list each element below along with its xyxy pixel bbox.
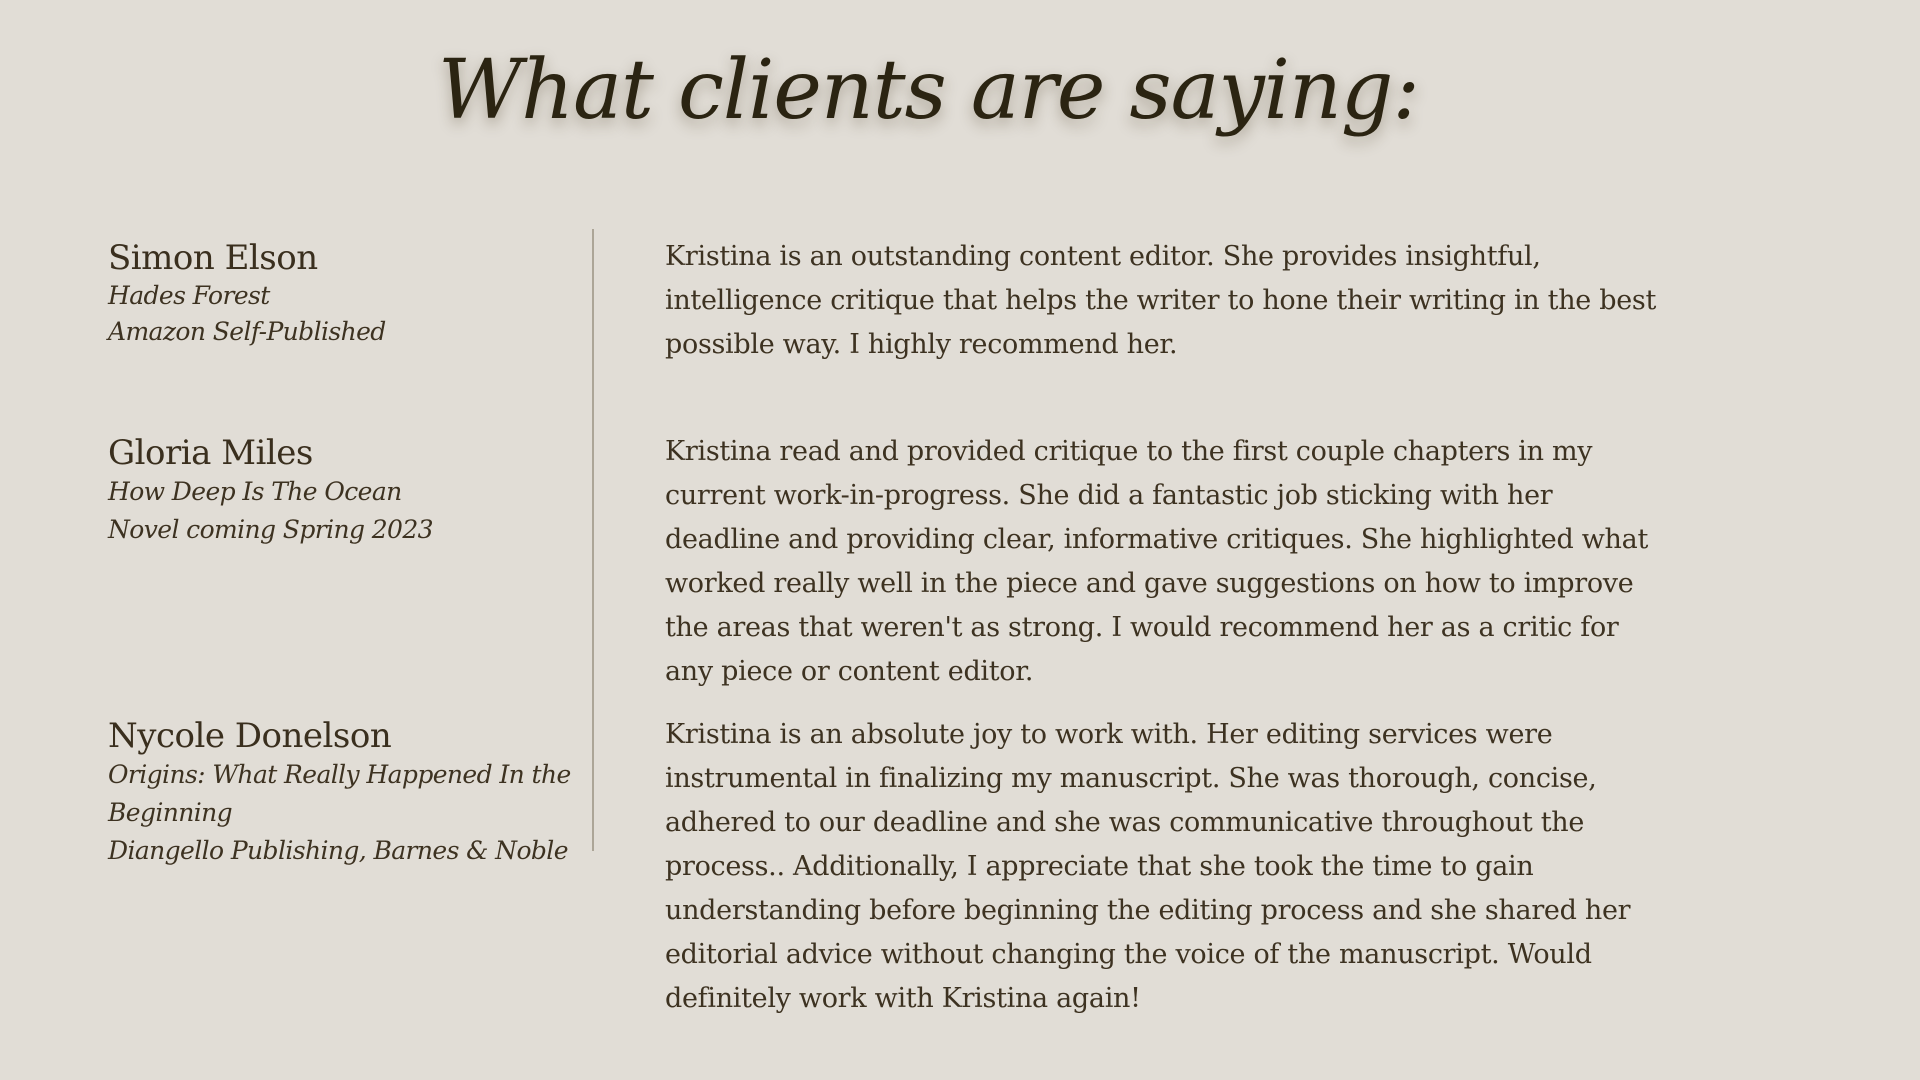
testimonial-quote: Kristina is an absolute joy to work with. Her editing services were instrumental in finalizing my manuscript. She was thorough, concise, adhered to our deadline and she was communicative throughout the process.. Additionally, I appreciate that she took the time to gain understanding before beginning the editing process and she shared her editorial advice without changing the voice of the manuscript. Would definitely work with Kristina again! [665,719,1631,1014]
client-book-title: How Deep Is The Ocean [108,477,402,506]
client-name: Nycole Donelson [108,716,392,756]
page-title: What clients are saying: [438,43,1419,138]
testimonial-quote: Kristina read and provided critique to the first couple chapters in my current work-in-progress. She did a fantastic job sticking with her deadline and providing clear, informative critiques. She highlighted what worked really well in the piece and gave suggestions on how to improve the areas that weren't as strong. I would recommend her as a critic for any piece or content editor. [665,436,1648,687]
client-name: Gloria Miles [108,433,313,473]
client-info-gloria-miles [108,433,578,549]
client-info-nycole-donelson [108,716,578,870]
vertical-divider [592,229,594,851]
client-book-title: Origins: What Really Happened In the Beginning [108,760,571,827]
client-publisher: Novel coming Spring 2023 [108,515,433,544]
client-name: Simon Elson [108,238,318,278]
client-info-simon-elson [108,238,578,350]
client-book-title: Hades Forest [108,281,270,310]
client-publisher: Diangello Publishing, Barnes & Noble [108,836,568,865]
client-publisher: Amazon Self-Published [108,317,386,346]
testimonial-quote: Kristina is an outstanding content editor. She provides insightful, intelligence critique that helps the writer to hone their writing in the best possible way. I highly recommend her. [665,241,1657,360]
